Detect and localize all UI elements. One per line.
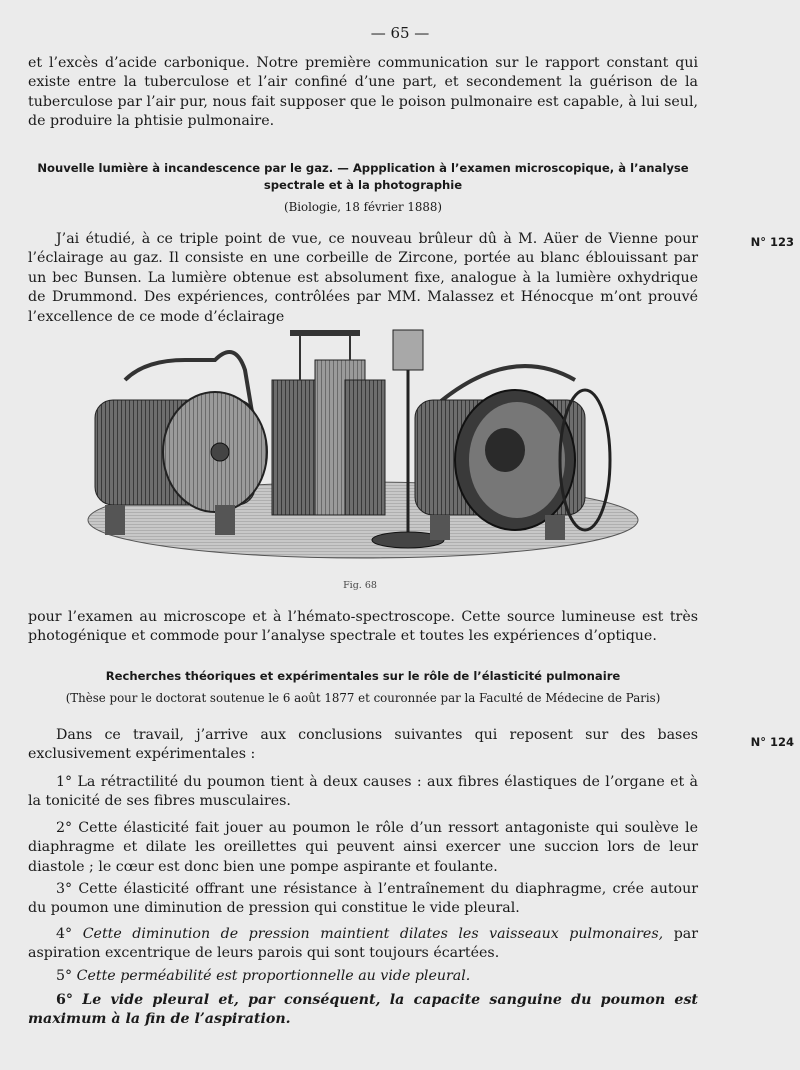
item-emphasis: Cette perméabilité est proportionnelle au vide pleural. xyxy=(76,968,471,984)
item-number: 5° xyxy=(56,968,73,984)
section-title-124: Recherches théoriques et expérimentales sur le rôle de l’élasticité pulmonaire xyxy=(105,669,621,683)
conclusion-item-4 xyxy=(28,925,698,964)
section-source-123: (Biologie, 18 février 1888) xyxy=(283,200,442,214)
section-number-123: N° 123 xyxy=(750,235,794,249)
item-emphasis: Le vide pleural et, par conséquent, la capacite sanguine du poumon est maximum à la fin de l’aspiration. xyxy=(28,992,698,1028)
section-number-124: N° 124 xyxy=(750,735,794,749)
section-title-123: Nouvelle lumière à incandescence par le gaz. — Appplication à l’examen microscopique, à l’analyse spectrale et à la photographie xyxy=(37,161,689,192)
figure-caption: Fig. 68 xyxy=(343,580,377,591)
item-number: 6° xyxy=(56,992,73,1008)
apparatus-illustration xyxy=(85,320,640,570)
conclusion-item-2: 2° Cette élasticité fait jouer au poumon le rôle d’un ressort antagoniste qui soulève le diaphragme et dilate les oreillettes qui peuvent ainsi exercer une succion lors de leur diastole ; le cœur est donc bien une pompe aspirante et foulante. xyxy=(28,820,698,875)
item-number: 4° xyxy=(56,926,73,942)
item-emphasis: Cette diminution de pression maintient dilates les vaisseaux pulmonaires, xyxy=(82,926,664,942)
conclusion-item-1: 1° La rétractilité du poumon tient à deux causes : aux fibres élastiques de l’organe et à la tonicité de ses fibres musculaires. xyxy=(28,774,698,810)
conclusion-item-5 xyxy=(28,967,698,986)
section-body-123-continued: pour l’examen au microscope et à l’hémato-spectroscope. Cette source lumineuse est très photogénique et commode pour l’analyse spectrale et toutes les expériences d’optique. xyxy=(28,609,698,645)
conclusion-item-3: 3° Cette élasticité offrant une résistance à l’entraînement du diaphragme, crée autour du poumon une diminution de pression qui constitue le vide pleural. xyxy=(28,881,698,917)
page-number: — 65 — xyxy=(370,24,430,42)
section-source-124: (Thèse pour le doctorat soutenue le 6 août 1877 et couronnée par la Faculté de Médecine de Paris) xyxy=(65,691,661,705)
item-text: par aspiration excentrique de leurs parois qui sont toujours écartées. xyxy=(28,926,699,962)
intro-paragraph: et l’excès d’acide carbonique. Notre première communication sur le rapport constant qui existe entre la tuberculose et l’air confiné d’une part, et secondement la guérison de la tuberculose par l’air pur, nous fait supposer que le poison pulmonaire est capable, à lui seul, de produire la phtisie pulmonaire. xyxy=(28,55,698,130)
section-intro-124: Dans ce travail, j’arrive aux conclusions suivantes qui reposent sur des bases exclusivement expérimentales : xyxy=(28,727,698,763)
conclusion-item-6 xyxy=(28,991,698,1030)
section-body-123: J’ai étudié, à ce triple point de vue, ce nouveau brûleur dû à M. Aüer de Vienne pour l’éclairage au gaz. Il consiste en une corbeille de Zircone, portée au blanc éblouissant par un bec Bunsen. La lumière obtenue est absolument fixe, analogue à la lumière oxhydrique de Drummond. Des expériences, contrôlées par MM. Malassez et Hénocque m’ont prouvé l’excellence de ce mode d’éclairage xyxy=(28,231,698,325)
